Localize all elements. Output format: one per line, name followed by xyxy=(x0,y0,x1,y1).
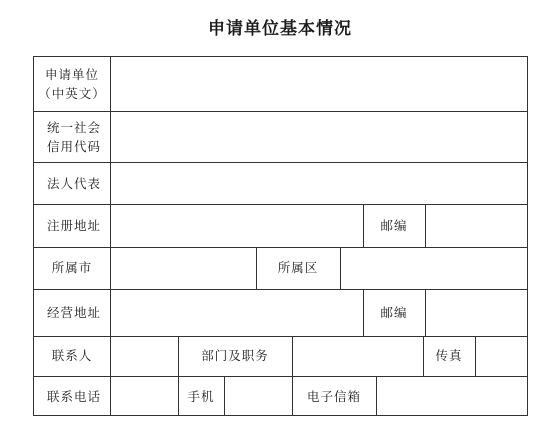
contact-field[interactable] xyxy=(111,337,178,376)
fax-label: 传真 xyxy=(435,348,463,363)
district-field[interactable] xyxy=(341,248,527,289)
reg-postcode-label: 邮编 xyxy=(380,218,408,233)
legal-rep-label: 法人代表 xyxy=(47,176,102,191)
biz-address-label: 经营地址 xyxy=(47,305,102,320)
dept-position-field[interactable] xyxy=(293,337,423,376)
reg-postcode-field[interactable] xyxy=(426,205,527,247)
biz-postcode-label: 邮编 xyxy=(380,305,408,320)
contact-label: 联系人 xyxy=(51,348,93,363)
dept-position-label: 部门及职务 xyxy=(201,348,269,363)
reg-address-label: 注册地址 xyxy=(47,218,102,233)
phone-label: 联系电话 xyxy=(47,389,102,404)
applicant-name-field[interactable] xyxy=(111,57,527,111)
city-field[interactable] xyxy=(111,248,256,289)
applicant-name-label-line2: （中英文） xyxy=(38,86,106,101)
reg-address-field[interactable] xyxy=(111,205,363,247)
district-label: 所属区 xyxy=(277,260,319,275)
city-label: 所属市 xyxy=(51,260,93,275)
row-divider xyxy=(33,336,528,337)
legal-rep-field[interactable] xyxy=(111,163,527,204)
mobile-label: 手机 xyxy=(187,389,215,404)
form-title: 申请单位基本情况 xyxy=(208,19,352,39)
credit-code-label-line2: 信用代码 xyxy=(47,139,102,154)
credit-code-label-line1: 统一社会 xyxy=(47,120,102,135)
biz-postcode-field[interactable] xyxy=(426,290,527,336)
email-label: 电子信箱 xyxy=(306,389,361,404)
biz-address-field[interactable] xyxy=(111,290,363,336)
applicant-name-label-line1: 申请单位 xyxy=(44,67,99,82)
email-field[interactable] xyxy=(377,377,527,415)
phone-field[interactable] xyxy=(111,377,178,415)
credit-code-label xyxy=(47,118,101,156)
fax-field[interactable] xyxy=(476,337,527,376)
mobile-field[interactable] xyxy=(225,377,292,415)
credit-code-field[interactable] xyxy=(111,112,527,162)
applicant-name-label xyxy=(33,65,111,103)
